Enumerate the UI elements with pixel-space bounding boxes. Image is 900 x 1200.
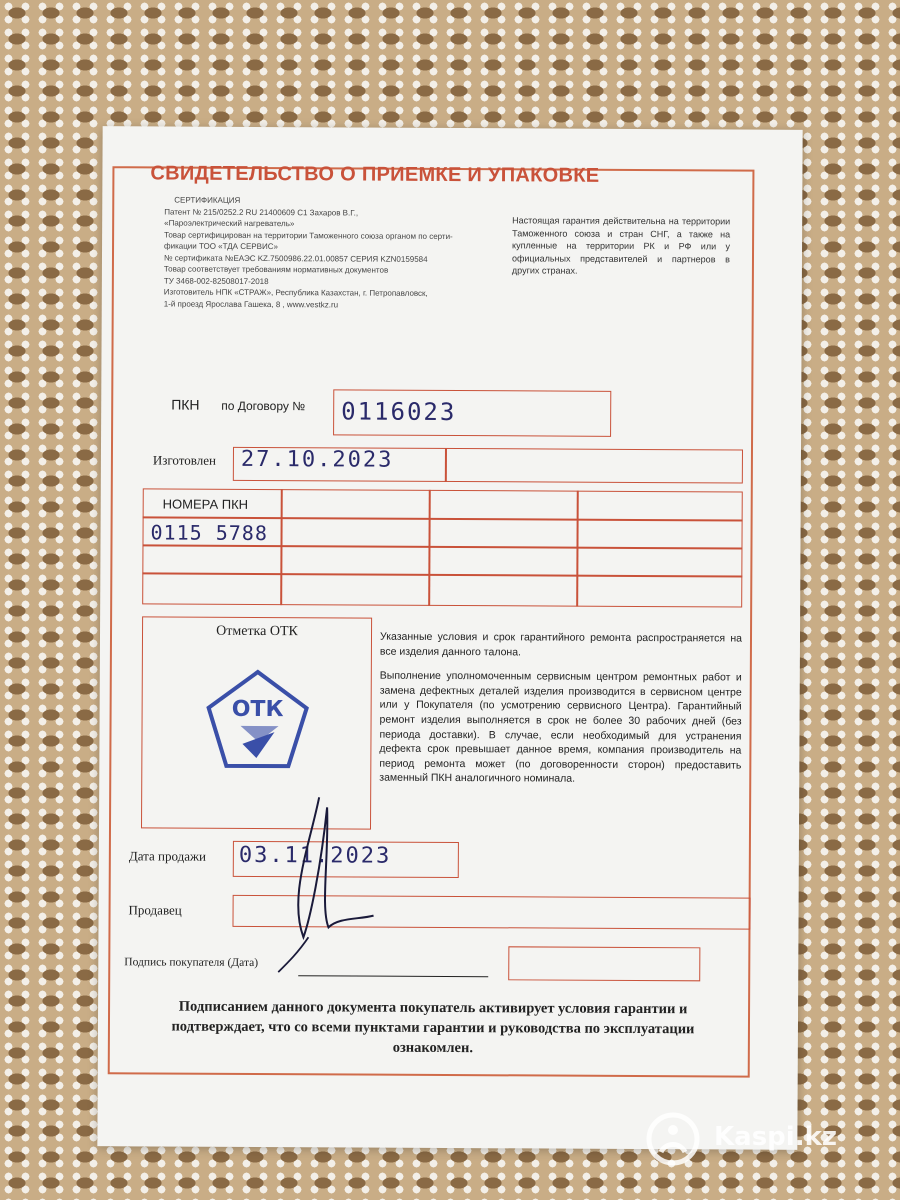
cert-line: Товар сертифицирован на территории Таможенного союза органом по серти- — [164, 229, 453, 241]
cert-line: СЕРТИФИКАЦИЯ — [174, 195, 241, 205]
manufactured-date-value: 27.10.2023 — [240, 446, 394, 473]
cert-line: ТУ 3468-002-82508017-2018 — [163, 275, 269, 286]
warranty-conditions — [379, 630, 742, 798]
warranty-document — [97, 126, 802, 1150]
otk-stamp-text: ОТК — [231, 696, 284, 723]
seller-label: Продавец — [128, 902, 182, 918]
kaspi-logo-icon — [646, 1112, 700, 1166]
certification-block — [164, 194, 465, 311]
buyer-sign-label: Подпись покупателя (Дата) — [124, 956, 259, 969]
buyer-date-field — [508, 946, 700, 981]
otk-mark-label: Отметка ОТК — [216, 623, 298, 640]
kaspi-watermark — [646, 1108, 876, 1168]
contract-label: по Договору № — [221, 398, 306, 414]
manufactured-divider — [445, 448, 447, 482]
watermark-text: Kaspi.kz — [714, 1122, 837, 1152]
cert-line: № сертификата №ЕАЭС KZ.7500986.22.01.00857 СЕРИЯ KZN0159584 — [163, 252, 428, 264]
contract-number-value: 0116023 — [341, 397, 457, 427]
manufactured-label: Изготовлен — [152, 452, 217, 468]
conditions-paragraph: Указанные условия и срок гарантийного ремонта распространяется на все изделия данного талона. — [379, 630, 743, 658]
conditions-paragraph: Выполнение уполномоченным сервисным центром ремонтных работ и замена дефектных деталей изделия производится в сервисном центре или у Покупателя (по усмотрению сервисного Центра). Гарантийный ремонт изделия выполняется в срок не более 30 рабочих дней (без периода доставки). В случае, если необходимый для устранения дефекта срок превышает данное время, компания производитель на период ремонта может (по договоренности сторон) предоставить заменный ПКН аналогичного номинала. — [379, 669, 742, 786]
guarantee-note: Настоящая гарантия действительна на территории Таможенного союза и стран СНГ, а также на купленные на территории РК и РФ или у официальных представителей и партнеров в других странах. — [511, 215, 731, 276]
cert-line: Товар соответствует требованиям нормативных документов — [163, 264, 389, 275]
otk-stamp-icon — [202, 666, 313, 777]
cert-line: фикации ТОО «ТДА СЕРВИС» — [164, 241, 278, 252]
footer-statement: Подписанием данного документа покупатель активирует условия гарантии и подтверждает, что со всеми пунктами гарантии и руководства по эксплуатации ознакомлен. — [171, 998, 695, 1057]
numbers-header: НОМЕРА ПКН — [162, 496, 249, 512]
handwritten-signature — [248, 787, 389, 978]
cert-line: 1-й проезд Ярослава Гашека, 8 , www.vestkz.ru — [163, 298, 339, 309]
pkn-label: ПКН — [171, 396, 200, 413]
sale-date-value: 03.11.2023 — [238, 842, 392, 869]
document-title: СВИДЕТЕЛЬСТВО О ПРИЕМКЕ И УПАКОВКЕ — [150, 162, 600, 187]
sale-date-label: Дата продажи — [128, 848, 206, 864]
pkn-number-value: 0115 5788 — [150, 520, 268, 546]
cert-line: Патент № 215/0252.2 RU 21400609 С1 Захаров В.Г., — [164, 206, 359, 218]
cert-line: «Пароэлектрический нагреватель» — [164, 218, 295, 229]
cert-line: Изготовитель НПК «СТРАЖ», Республика Казахстан, г. Петропавловск, — [163, 287, 428, 298]
